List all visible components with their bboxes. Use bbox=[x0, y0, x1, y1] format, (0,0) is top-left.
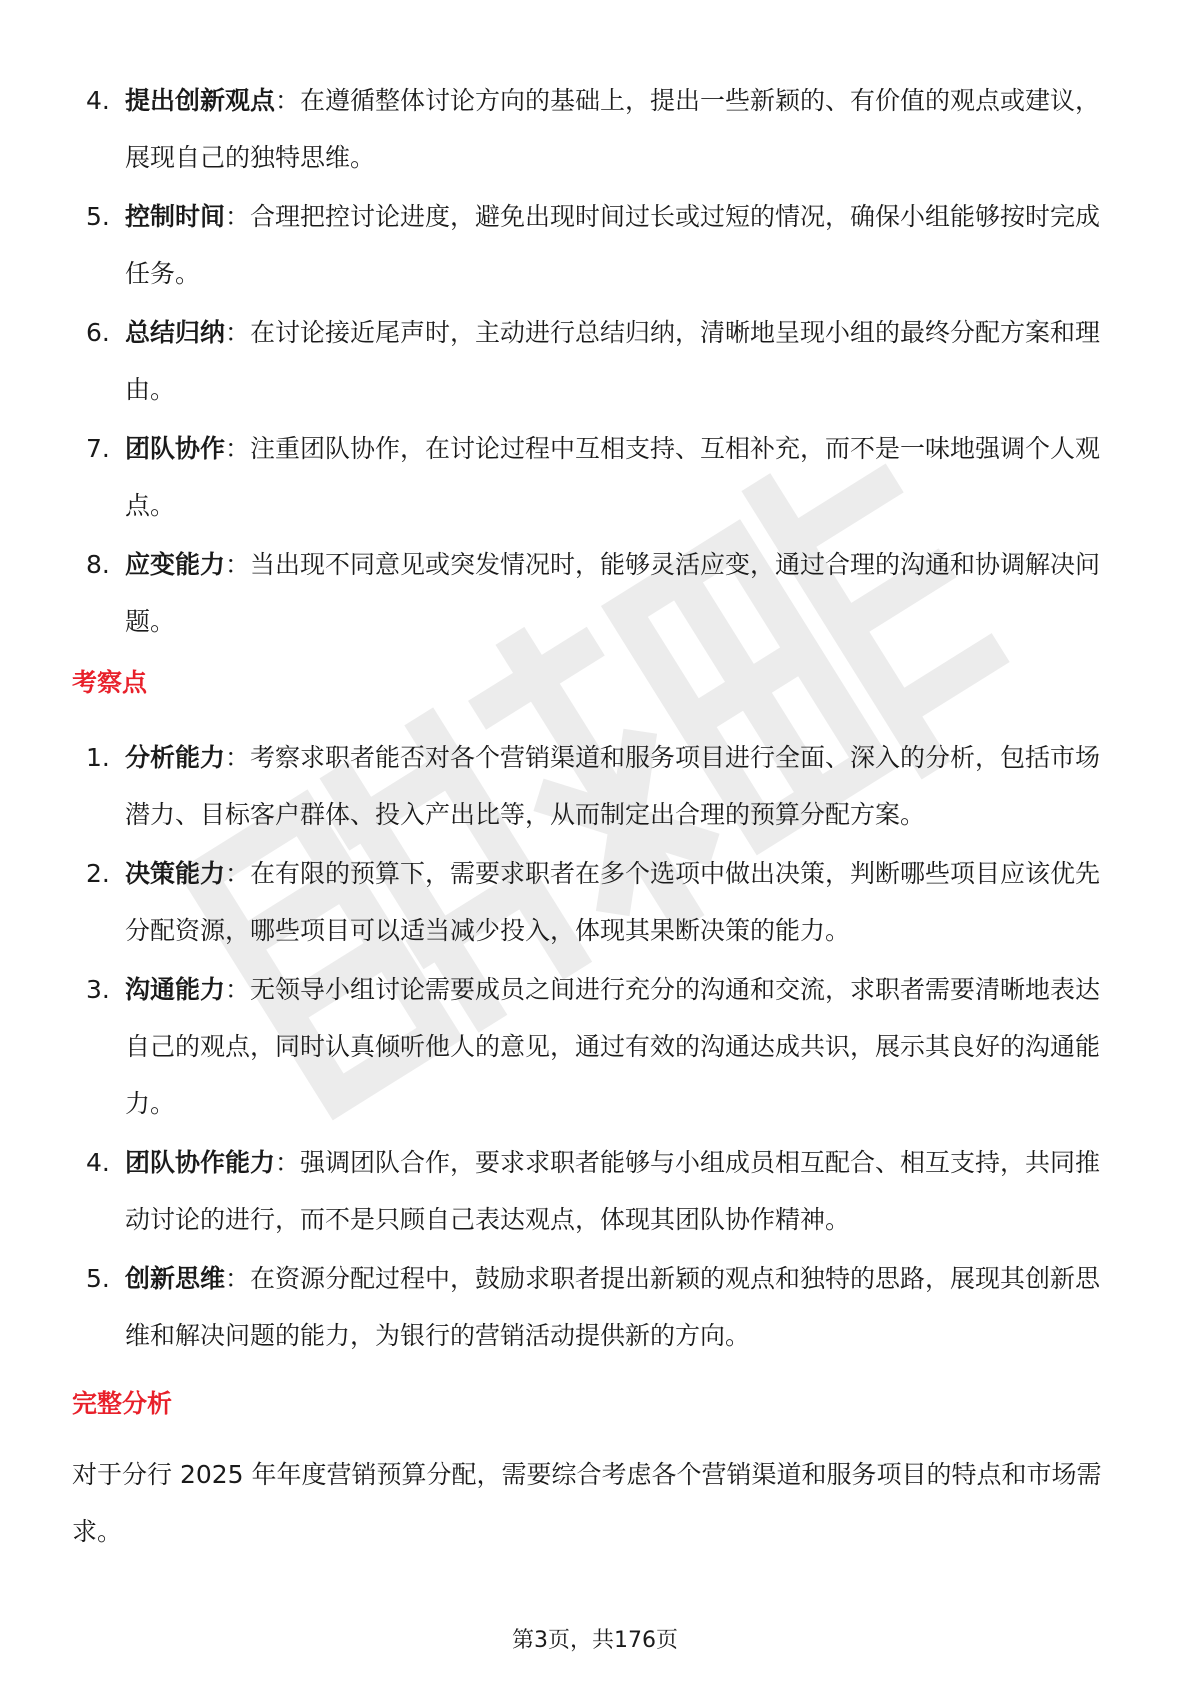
list-item-term: 决策能力 bbox=[125, 859, 226, 888]
list-item-number: 6. bbox=[86, 318, 110, 347]
list-item-description: 在遵循整体讨论方向的基础上，提出一些新颖的、有价值的观点或建议，展现自己的独特思维。 bbox=[125, 86, 1101, 172]
list-item-description: 在讨论接近尾声时，主动进行总结归纳，清晰地呈现小组的最终分配方案和理由。 bbox=[125, 318, 1101, 404]
list-item-description: 无领导小组讨论需要成员之间进行充分的沟通和交流，求职者需要清晰地表达自己的观点，同时认真倾听他人的意见，通过有效的沟通达成共识，展示其良好的沟通能力。 bbox=[125, 975, 1101, 1118]
list-item-term: 沟通能力 bbox=[125, 975, 226, 1004]
list-item-description: 在有限的预算下，需要求职者在多个选项中做出决策，判断哪些项目应该优先分配资源，哪些项目可以适当减少投入，体现其果断决策的能力。 bbox=[125, 859, 1101, 945]
list-item-description: 注重团队协作，在讨论过程中互相支持、互相补充，而不是一味地强调个人观点。 bbox=[125, 434, 1101, 520]
list-item-description: 在资源分配过程中，鼓励求职者提出新颖的观点和独特的思路，展现其创新思维和解决问题的能力，为银行的营销活动提供新的方向。 bbox=[125, 1264, 1101, 1350]
skills-list bbox=[72, 72, 1122, 650]
list-item bbox=[72, 1250, 1122, 1364]
list-item-number: 5. bbox=[86, 202, 110, 231]
list-item-description: 合理把控讨论进度，避免出现时间过长或过短的情况，确保小组能够按时完成任务。 bbox=[125, 202, 1101, 288]
list-item-separator: ： bbox=[275, 86, 301, 115]
list-item-separator: ： bbox=[225, 1264, 251, 1293]
list-item-term: 提出创新观点 bbox=[125, 86, 276, 115]
list-item-term: 控制时间 bbox=[125, 202, 226, 231]
list-item-separator: ： bbox=[225, 434, 251, 463]
list-item-number: 5. bbox=[86, 1264, 110, 1293]
list-item bbox=[72, 420, 1122, 534]
list-item-number: 7. bbox=[86, 434, 110, 463]
list-item bbox=[72, 961, 1122, 1132]
list-item-separator: ： bbox=[225, 859, 251, 888]
list-item-number: 2. bbox=[86, 859, 110, 888]
list-item-description: 考察求职者能否对各个营销渠道和服务项目进行全面、深入的分析，包括市场潜力、目标客户群体、投入产出比等，从而制定出合理的预算分配方案。 bbox=[125, 743, 1101, 829]
list-item bbox=[72, 845, 1122, 959]
list-item-term: 团队协作能力 bbox=[125, 1148, 276, 1177]
analysis-paragraph: 对于分行 2025 年年度营销预算分配，需要综合考虑各个营销渠道和服务项目的特点和市场需求。 bbox=[72, 1460, 1102, 1546]
list-item-term: 总结归纳 bbox=[125, 318, 226, 347]
section-title-exam-points: 考察点 bbox=[72, 668, 148, 697]
list-item-separator: ： bbox=[225, 550, 251, 579]
list-item bbox=[72, 1134, 1122, 1248]
list-item-separator: ： bbox=[275, 1148, 301, 1177]
page-footer: 第3页，共176页 bbox=[512, 1628, 678, 1653]
list-item-number: 4. bbox=[86, 1148, 110, 1177]
exam-points-list bbox=[72, 729, 1122, 1364]
list-item-term: 团队协作 bbox=[125, 434, 226, 463]
list-item-separator: ： bbox=[225, 318, 251, 347]
list-item-separator: ： bbox=[225, 975, 251, 1004]
list-item bbox=[72, 188, 1122, 302]
list-item-number: 1. bbox=[86, 743, 110, 772]
list-item-term: 分析能力 bbox=[125, 743, 226, 772]
list-item-number: 3. bbox=[86, 975, 110, 1004]
list-item-description: 当出现不同意见或突发情况时，能够灵活应变，通过合理的沟通和协调解决问题。 bbox=[125, 550, 1101, 636]
list-item-number: 8. bbox=[86, 550, 110, 579]
list-item bbox=[72, 729, 1122, 843]
list-item bbox=[72, 72, 1122, 186]
list-item-separator: ： bbox=[225, 743, 251, 772]
list-item-description: 强调团队合作，要求求职者能够与小组成员相互配合、相互支持，共同推动讨论的进行，而不是只顾自己表达观点，体现其团队协作精神。 bbox=[125, 1148, 1101, 1234]
main-content bbox=[72, 72, 1122, 1560]
list-item bbox=[72, 304, 1122, 418]
section-title-full-analysis: 完整分析 bbox=[72, 1389, 173, 1418]
list-item-term: 创新思维 bbox=[125, 1264, 226, 1293]
list-item bbox=[72, 536, 1122, 650]
list-item-number: 4. bbox=[86, 86, 110, 115]
list-item-separator: ： bbox=[225, 202, 251, 231]
list-item-term: 应变能力 bbox=[125, 550, 226, 579]
